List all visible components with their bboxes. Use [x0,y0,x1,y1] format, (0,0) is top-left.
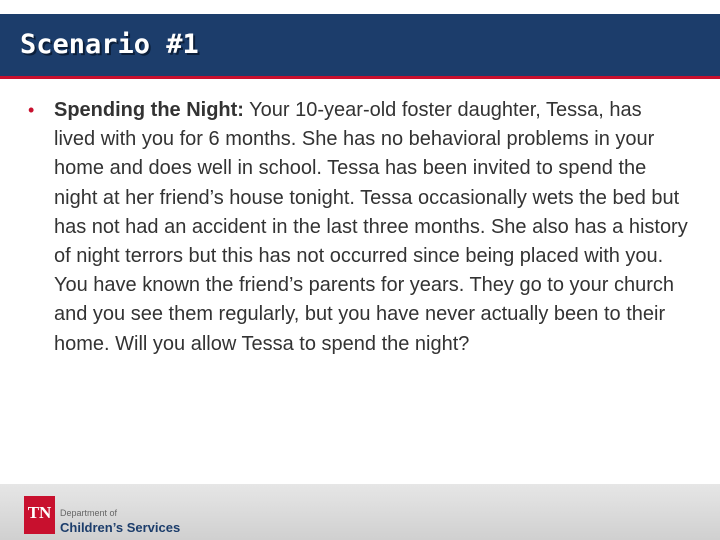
dcs-logo [24,496,184,536]
tn-logo-text: TN [27,503,52,522]
logo-department-label: Department of [60,508,118,518]
tn-logo-icon [24,496,55,534]
slide-title: Scenario #1 [20,29,199,60]
bullet-icon: • [28,100,35,120]
bullet-label: Spending the Night: [54,99,244,121]
title-divider [0,76,720,79]
bullet-item [28,96,688,359]
logo-agency-name: Children’s Services [60,520,181,535]
slide-content [28,96,688,359]
bullet-text: Your 10-year-old foster daughter, Tessa, has lived with you for 6 months. She has no behavioral problems in your home and does well in school. Tessa has been invited to spend the night at her friend’s house tonight. Tessa occasionally wets the bed but has not had an accident in the last three months. She also has a history of night terrors but this has not occurred since being placed with you. You have known the friend’s parents for years. They go to your church and you see them regularly, but you have never actually been to their home. Will you allow Tessa to spend the night? [54,99,688,355]
title-bar [0,14,720,76]
